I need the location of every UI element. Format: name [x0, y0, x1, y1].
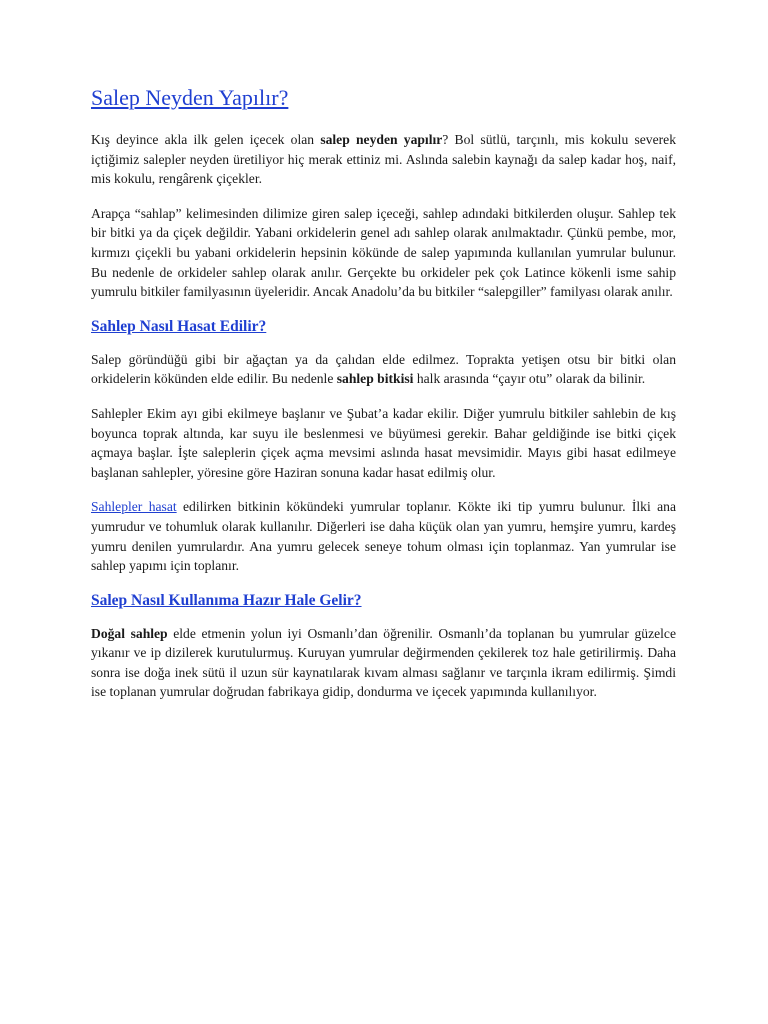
intro-text-a: Kış deyince akla ilk gelen içecek olan: [91, 132, 321, 147]
intro-bold-term: salep neyden yapılır: [320, 132, 443, 147]
section-heading-preparation[interactable]: Salep Nasıl Kullanıma Hazır Hale Gelir?: [91, 591, 362, 609]
harvest-text-c: halk arasında “çayır otu” olarak da bilinir.: [413, 371, 646, 387]
harvest-paragraph-3: [91, 497, 676, 575]
harvest-text-a: Salep göründüğü gibi bir ağaçtan ya da çalıdan elde edilmez. Toprakta yetişen otsu bir bitki olan orkidelerin kökünden elde edilir. Bu nedenle: [91, 351, 676, 387]
harvest-paragraph-2: Sahlepler Ekim ayı gibi ekilmeye başlanır ve Şubat’a kadar ekilir. Diğer yumrulu bitkiler sahlebin de kış boyunca toprak altında, kar suyu ile beslenmesi ve büyümesi gerekir. Bahar geldiğinde ise bitki çiçek açmaya başlar. İşte saleplerin çiçek açma mevsimi aslında hasat mevsimidir. Mayıs gibi hasat edilmeye başlanan sahlepler, yöresine göre Haziran sonuna kadar hasat edilmiş olur.: [91, 405, 676, 480]
sahlepler-hasat-link[interactable]: Sahlepler hasat: [91, 499, 177, 515]
section-heading-harvest[interactable]: Sahlep Nasıl Hasat Edilir?: [91, 317, 267, 335]
origin-paragraph: Arapça “sahlap” kelimesinden dilimize giren salep içeceği, sahlep adındaki bitkilerden oluşur. Sahlep tek bir bitki ya da çiçek değildir. Yabani orkidelerin genel adı sahlep olarak anılmaktadır. Çünkü pembe, mor, kırmızı çiçekli bu yabani orkidelerin hepsinin kökünde de salep yapımında kullanılan yumrular bulunur. Bu nedenle de orkideler sahlep olarak anılır. Gerçekte bu orkideler pek çok Latince kökenli isme sahip yumrulu bitkiler familyasının üyeleridir. Ancak Anadolu’da bu bitkiler “salepgiller” familyası olarak anılır.: [91, 205, 676, 300]
preparation-text: elde etmenin yolun iyi Osmanlı’dan öğrenilir. Osmanlı’da toplanan bu yumrular güzelce yıkanır ve ip dizilerek kurutulurmuş. Kuruyan yumrular değirmenden çekilerek toz hale getirilirmiş. Daha sonra ise doğa inek sütü il uzun sür kaynatılarak kıvam alması sağlanır ve tarçınla ikram edilirmiş. Şimdi ise toplanan yumrular doğrudan fabrikaya gidip, dondurma ve içecek yapımında kullanılıyor.: [91, 625, 676, 700]
intro-text-c: ? Bol sütlü, tarçınlı, mis kokulu severek içtiğimiz salepler neyden üretiliyor hiç merak ettiniz mi. Aslında salebin kaynağı da salep kadar hoş, naif, mis kokulu, rengârenk çiçekler.: [91, 132, 676, 187]
harvest-text-tail: edilirken bitkinin kökündeki yumrular toplanır. Kökte iki tip yumru bulunur. İlki ana yumrudur ve tohumluk olarak kullanılır. Diğerleri ise daha küçük olan yan yumru, hemşire yumru, kardeş yumru denilen yumrulardır. Ana yumru gelecek seneye tohum olması için toplanmaz. Yan yumrular ise sahlep yapımı için toplanır.: [91, 499, 676, 574]
article: [91, 84, 676, 717]
preparation-paragraph: [91, 624, 676, 702]
preparation-bold-term: Doğal sahlep: [91, 625, 168, 641]
intro-paragraph: [91, 130, 676, 189]
harvest-bold-term: sahlep bitkisi: [336, 371, 414, 387]
page-title[interactable]: Salep Neyden Yapılır?: [91, 85, 289, 110]
harvest-paragraph-1: [91, 350, 676, 389]
